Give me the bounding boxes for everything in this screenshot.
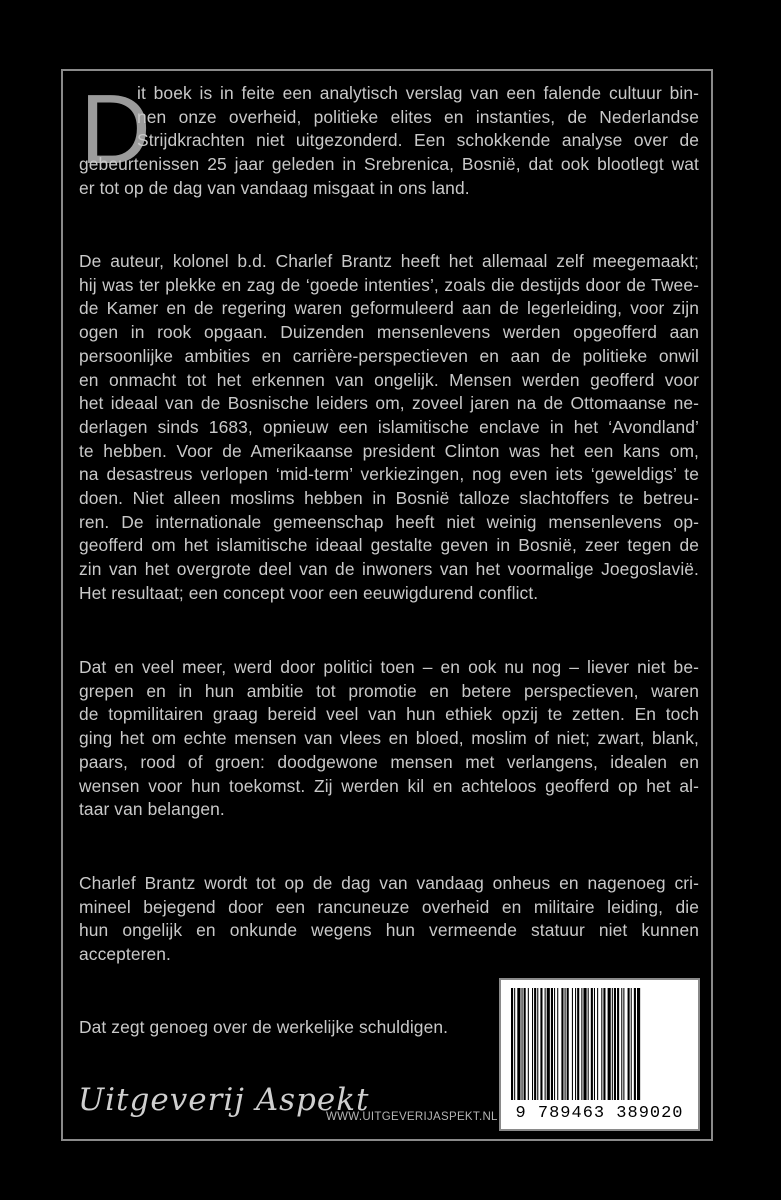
barcode-bar xyxy=(572,988,573,1100)
text-line: er tot op de dag van vandaag misgaat in ons land. xyxy=(79,177,470,198)
barcode-bar xyxy=(591,988,593,1100)
text-line: taar van belangen. xyxy=(79,799,225,820)
paragraph-5 xyxy=(79,1016,479,1040)
text-line: geofferd om het islamitische ideaal gestalte geven in Bosnië, zeer tegen de xyxy=(79,535,699,556)
drop-cap: D xyxy=(80,74,151,184)
text-line: Dat zegt genoeg over de werkelijke schuldigen. xyxy=(79,1017,449,1037)
barcode-bar xyxy=(588,988,589,1100)
paragraph-2 xyxy=(79,250,699,606)
barcode-bar xyxy=(547,988,550,1100)
barcode-bar xyxy=(554,988,555,1100)
barcode-bar xyxy=(621,988,622,1100)
text-line: het ideaal van de Bosnische leiders om, zoveel jaren na de Ottomaanse ne- xyxy=(79,393,699,414)
barcode-bar xyxy=(537,988,538,1100)
barcode-bar xyxy=(557,988,558,1100)
text-line: Dat en veel meer, werd door politici toen – en ook nu nog – liever niet be- xyxy=(79,657,699,677)
barcode-bar xyxy=(601,988,602,1100)
paragraph-4 xyxy=(79,872,699,967)
publisher-logo: Uitgeverij Aspekt xyxy=(78,1082,370,1118)
barcode-bar xyxy=(631,988,632,1100)
text-line: accepteren. xyxy=(79,944,171,965)
text-line: doen. Niet alleen moslims hebben in Bosnië talloze slachtoffers te betreu- xyxy=(79,488,699,509)
text-line: nen onze overheid, politieke elites en instanties, de Nederlandse xyxy=(137,106,699,127)
barcode-bar xyxy=(545,988,546,1100)
barcode-bar xyxy=(628,988,630,1100)
barcode-bar xyxy=(577,988,579,1100)
text-line: na desastreus verlopen ‘mid-term’ verkiezingen, nog even iets ‘geweldigs’ te xyxy=(79,464,699,485)
barcode-bars xyxy=(511,988,689,1102)
isbn-barcode xyxy=(499,978,700,1131)
barcode-bar xyxy=(528,988,529,1100)
paragraph-1 xyxy=(79,74,699,201)
text-line: wensen voor hun toekomst. Zij werden kil en achteloos geofferd op het al- xyxy=(79,775,699,796)
text-line: grepen en in hun ambitie tot promotie en betere perspectieven, waren xyxy=(79,680,699,701)
text-line: gebeurtenissen 25 jaar geleden in Srebrenica, Bosnië, dat ook blootlegt wat xyxy=(79,154,699,175)
text-line: ging het om echte mensen van vlees en bloed, moslim of niet; zwart, blank, xyxy=(79,728,699,749)
barcode-bar xyxy=(567,988,569,1100)
text-line: ogen in rook opgaan. Duizenden mensenlevens werden opgeofferd aan xyxy=(79,322,699,343)
barcode-bar xyxy=(524,988,526,1100)
barcode-bar xyxy=(517,988,520,1100)
paragraph-3 xyxy=(79,656,699,822)
text-line: Charlef Brantz wordt tot op de dag van vandaag onheus en nagenoeg cri- xyxy=(79,873,699,893)
barcode-bar xyxy=(511,988,513,1100)
barcode-bar xyxy=(614,988,616,1100)
barcode-bar xyxy=(612,988,613,1100)
barcode-bar xyxy=(623,988,624,1100)
text-line: hun ongelijk en onkunde wegens hun vermeende statuur niet kunnen xyxy=(79,920,699,941)
barcode-bar xyxy=(561,988,563,1100)
barcode-bar xyxy=(597,988,598,1100)
text-line: Het resultaat; een concept voor een eeuwigdurend conflict. xyxy=(79,582,539,603)
barcode-bar xyxy=(551,988,553,1100)
text-line: De auteur, kolonel b.d. Charlef Brantz heeft het allemaal zelf meegemaakt; xyxy=(79,251,699,271)
text-line: zin van het overgrote deel van de inwoners van het voormalige Joegoslavië. xyxy=(79,559,699,580)
barcode-bar xyxy=(565,988,566,1100)
text-line: de topmilitairen graag bereid veel van hun ethiek opzij te zetten. En toch xyxy=(79,704,699,725)
text-line: ren. De internationale gemeenschap heeft niet weinig mensenlevens op- xyxy=(79,511,699,532)
text-line: en onmacht tot het erkennen van ongelijk. Mensen werden geofferd voor xyxy=(79,369,699,390)
barcode-bar xyxy=(575,988,576,1100)
barcode-bar xyxy=(594,988,595,1100)
text-line: te hebben. Voor de Amerikaanse president Clinton was het een kans om, xyxy=(79,440,699,461)
barcode-bar xyxy=(540,988,542,1100)
barcode-bar xyxy=(583,988,586,1100)
barcode-bar xyxy=(581,988,582,1100)
barcode-bar xyxy=(522,988,523,1100)
text-line: Strijdkrachten niet uitgezonderd. Een schokkende analyse over de xyxy=(137,130,699,151)
text-line: derlagen sinds 1683, opnieuw een islamitische enclave in het ‘Avondland’ xyxy=(79,416,699,437)
text-line: it boek is in feite een analytisch verslag van een falende cultuur bin- xyxy=(137,83,699,103)
text-line: hij was ter plekke en zag de ‘goede intenties’, zoals die destijds door de Twee- xyxy=(79,274,699,295)
barcode-bar xyxy=(617,988,619,1100)
barcode-bar xyxy=(532,988,533,1100)
text-line: de Kamer en de regering waren geformuleerd aan de legerleiding, voor zijn xyxy=(79,298,699,319)
text-line: paars, rood of groen: doodgewone mensen met verlangens, idealen en xyxy=(79,751,699,772)
barcode-bar xyxy=(534,988,536,1100)
barcode-bar xyxy=(634,988,636,1100)
barcode-bar xyxy=(603,988,605,1100)
text-line: mineel bejegend door een rancuneuze overheid en militaire leiding, die xyxy=(79,896,699,917)
text-line: persoonlijke ambities en carrière-perspectieven en aan de politieke onwil xyxy=(79,345,699,366)
barcode-bar xyxy=(514,988,515,1100)
publisher-website: WWW.UITGEVERIJASPEKT.NL xyxy=(326,1111,498,1123)
barcode-bar xyxy=(608,988,611,1100)
isbn-number: 9 789463 389020 xyxy=(515,1104,684,1123)
barcode-bar xyxy=(637,988,640,1100)
